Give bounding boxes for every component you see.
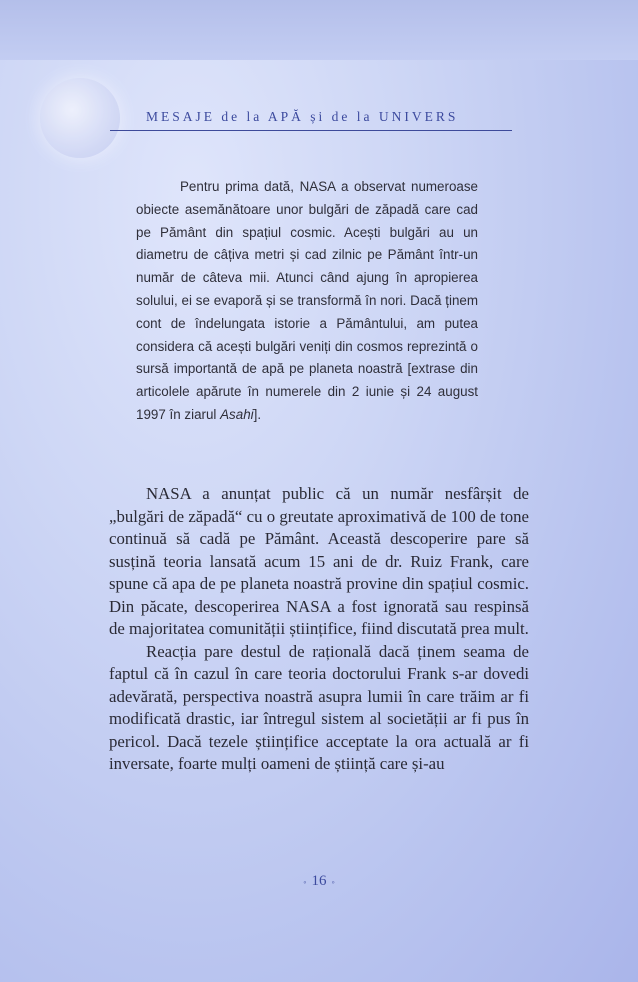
- ornament-left-icon: ◦: [303, 876, 307, 887]
- ornament-right-icon: ◦: [331, 876, 335, 887]
- running-header: [110, 109, 512, 131]
- top-band: [0, 0, 638, 60]
- quote-paragraph: [136, 176, 478, 427]
- moon-graphic: [40, 78, 120, 158]
- quote-text: Pentru prima dată, NASA a observat numeroase obiecte asemănătoare unor bulgări de zăpadă care cad pe Pământ din spațiul cosmic. Acești bulgări au un diametru de câțiva metri și cad zilnic pe Pământ într-un număr de câteva mii. Atunci când ajung în apropierea solului, ei se evaporă și se transformă în nori. Dacă ținem cont de îndelungata istorie a Pământului, am putea considera că acești bulgări veniți din cosmos reprezintă o sursă importantă de apă pe planeta noastră [extrase din articolele apărute în numerele din 2 iunie și 24 august 1997 în ziarul: [136, 179, 478, 422]
- newspaper-name: Asahi: [220, 406, 254, 422]
- main-text: [109, 483, 529, 776]
- running-title: MESAJE de la APĂ și de la UNIVERS: [146, 109, 459, 124]
- page-number: [0, 873, 638, 890]
- quoted-excerpt: [136, 176, 478, 427]
- page-number-value: 16: [311, 873, 327, 889]
- quote-text-end: ].: [253, 406, 262, 422]
- body-paragraph-2: Reacția pare destul de rațională dacă ținem seama de faptul că în cazul în care teoria doctorului Frank s-ar dovedi adevărată, perspectiva noastră asupra lumii în care trăim ar fi modificată drastic, iar întregul sistem al societății ar fi pus în pericol. Dacă tezele științifice acceptate la ora actuală ar fi inversate, foarte mulți oameni de știință care și-au: [109, 641, 529, 773]
- body-paragraph-1: NASA a anunțat public că un număr nesfârșit de „bulgări de zăpadă“ cu o greutate aproximativă de 100 de tone continuă să cadă pe Pământ. Această descoperire pare să susțină teoria lansată acum 15 ani de dr. Ruiz Frank, care spune că apa de pe planeta noastră provine din spațiul cosmic. Din păcate, descoperirea NASA a fost ignorată sau respinsă de majoritatea comunității științifice, fiind discutată prea mult.: [109, 484, 529, 638]
